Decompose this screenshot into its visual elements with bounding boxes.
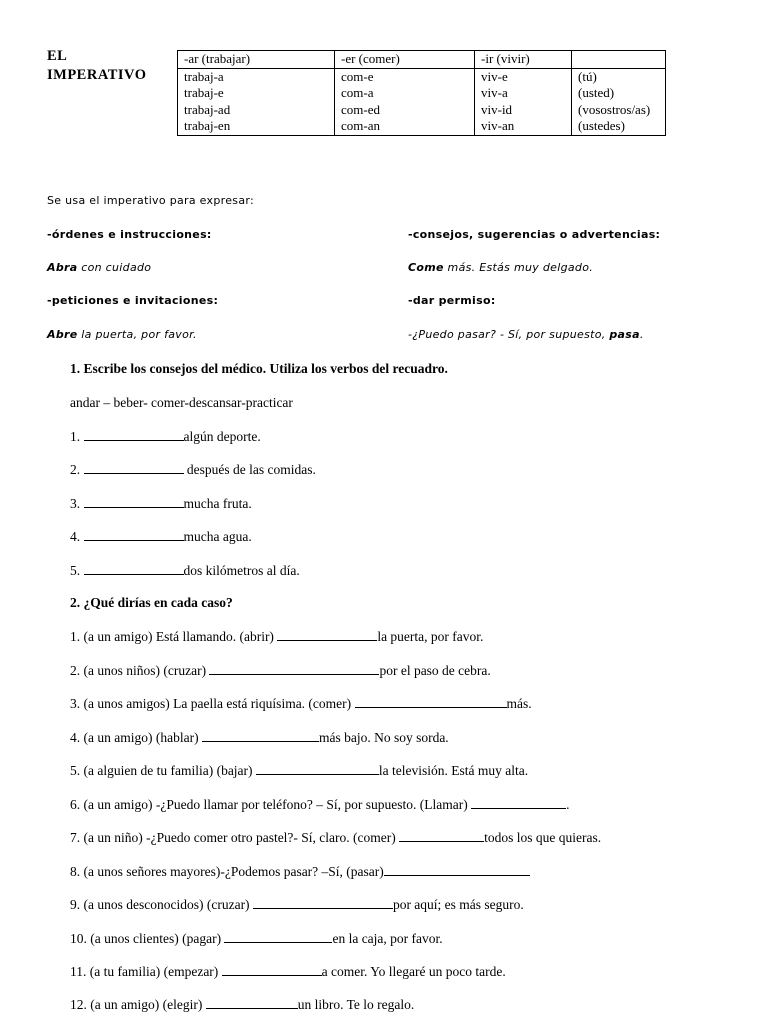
cell-pronoun bbox=[572, 68, 666, 135]
exercise-1-verbs: andar – beber- comer-descansar-practicar bbox=[70, 395, 293, 410]
ex1-item-number: 2. bbox=[70, 462, 81, 477]
exercise-1-heading: 1. Escribe los consejos del médico. Utiliza los verbos del recuadro. bbox=[70, 361, 448, 376]
answer-blank[interactable] bbox=[253, 896, 393, 909]
intro-text: Se usa el imperativo para expresar: bbox=[47, 194, 255, 207]
ex2-item-prompt: 11. (a tu familia) (empezar) bbox=[70, 964, 222, 979]
consejos-example bbox=[408, 261, 593, 274]
exercise-2-heading: 2. ¿Qué dirías en cada caso? bbox=[70, 595, 233, 610]
ex2-item-rest: más bajo. No soy sorda. bbox=[318, 730, 449, 745]
ex2-item-rest: por aquí; es más seguro. bbox=[392, 897, 524, 912]
consejos-heading: -consejos, sugerencias o advertencias: bbox=[408, 228, 661, 241]
peticiones-example bbox=[47, 328, 197, 341]
ex2-item bbox=[70, 996, 414, 1013]
permiso-example bbox=[408, 328, 644, 341]
ex2-item bbox=[70, 963, 506, 980]
ex2-item-rest: un libro. Te lo regalo. bbox=[297, 997, 415, 1012]
ex2-item-rest: la puerta, por favor. bbox=[377, 629, 484, 644]
ex1-item bbox=[70, 461, 316, 478]
ordenes-example-verb: Abra bbox=[47, 261, 78, 274]
ex1-item-number: 1. bbox=[70, 429, 81, 444]
ex2-item bbox=[70, 662, 491, 679]
ex1-item-number: 3. bbox=[70, 496, 81, 511]
peticiones-example-verb: Abre bbox=[47, 328, 78, 341]
ex2-item-prompt: 2. (a unos niños) (cruzar) bbox=[70, 663, 210, 678]
ex1-item-number: 4. bbox=[70, 529, 81, 544]
ex2-item bbox=[70, 930, 443, 947]
ex2-item-prompt: 1. (a un amigo) Está llamando. (abrir) bbox=[70, 629, 278, 644]
permiso-heading: -dar permiso: bbox=[408, 294, 496, 307]
ex2-item-rest: . bbox=[566, 797, 570, 812]
page-title bbox=[47, 47, 147, 85]
ex1-item-text: algún deporte. bbox=[183, 429, 261, 444]
conjugation-table bbox=[177, 50, 666, 136]
peticiones-example-rest: la puerta, por favor. bbox=[77, 328, 197, 341]
ex2-item-rest: más. bbox=[506, 696, 532, 711]
ex2-item-prompt: 5. (a alguien de tu familia) (bajar) bbox=[70, 763, 256, 778]
ex2-item-prompt: 12. (a un amigo) (elegir) bbox=[70, 997, 206, 1012]
ex2-item-rest: la televisión. Está muy alta. bbox=[378, 763, 529, 778]
answer-blank[interactable] bbox=[399, 829, 484, 842]
ex2-item-rest: a comer. Yo llegaré un poco tarde. bbox=[321, 964, 506, 979]
answer-blank[interactable] bbox=[84, 461, 184, 474]
ex2-item-rest: todos los que quieras. bbox=[484, 830, 602, 845]
cell-er bbox=[335, 68, 475, 135]
answer-blank[interactable] bbox=[84, 562, 184, 575]
title-line-2: IMPERATIVO bbox=[47, 67, 147, 83]
ex2-item-prompt: 10. (a unos clientes) (pagar) bbox=[70, 931, 225, 946]
ex2-item-prompt: 3. (a unos amigos) La paella está riquísima. (comer) bbox=[70, 696, 355, 711]
header-ar: -ar (trabajar) bbox=[178, 51, 335, 69]
ex1-item bbox=[70, 562, 300, 579]
ex2-item bbox=[70, 695, 532, 712]
permiso-example-pre: -¿Puedo pasar? - Sí, por supuesto, bbox=[408, 328, 610, 341]
ex2-item bbox=[70, 762, 528, 779]
ex1-item-text: después de las comidas. bbox=[183, 462, 316, 477]
ex1-item bbox=[70, 495, 252, 512]
title-line-1: EL bbox=[47, 48, 68, 64]
answer-blank[interactable] bbox=[202, 729, 319, 742]
answer-blank[interactable] bbox=[224, 930, 332, 943]
header-ir: -ir (vivir) bbox=[475, 51, 572, 69]
answer-blank[interactable] bbox=[277, 628, 377, 641]
ex1-item bbox=[70, 528, 252, 545]
answer-blank[interactable] bbox=[471, 796, 566, 809]
header-er: -er (comer) bbox=[335, 51, 475, 69]
cell-ar-text: trabaj-a trabaj-e trabaj-ad trabaj-en bbox=[184, 68, 231, 133]
ordenes-example bbox=[47, 261, 151, 274]
cell-ir bbox=[475, 68, 572, 135]
ex2-item bbox=[70, 796, 570, 813]
ex2-item bbox=[70, 863, 530, 880]
ordenes-example-rest: con cuidado bbox=[77, 261, 152, 274]
ex2-item bbox=[70, 729, 449, 746]
ex1-item-text: mucha fruta. bbox=[183, 496, 252, 511]
header-pronoun bbox=[572, 51, 666, 69]
answer-blank[interactable] bbox=[355, 695, 507, 708]
cell-ar bbox=[178, 68, 335, 135]
peticiones-heading: -peticiones e invitaciones: bbox=[47, 294, 219, 307]
ex2-item-prompt: 6. (a un amigo) -¿Puedo llamar por teléfono? – Sí, por supuesto. (Llamar) bbox=[70, 797, 472, 812]
answer-blank[interactable] bbox=[84, 495, 184, 508]
answer-blank[interactable] bbox=[209, 662, 379, 675]
ex2-item-rest: por el paso de cebra. bbox=[379, 663, 491, 678]
answer-blank[interactable] bbox=[256, 762, 379, 775]
consejos-example-verb: Come bbox=[408, 261, 444, 274]
ordenes-heading: -órdenes e instrucciones: bbox=[47, 228, 212, 241]
ex1-item-text: mucha agua. bbox=[183, 529, 252, 544]
ex1-item-number: 5. bbox=[70, 563, 81, 578]
ex2-item-prompt: 9. (a unos desconocidos) (cruzar) bbox=[70, 897, 253, 912]
answer-blank[interactable] bbox=[206, 996, 298, 1009]
ex2-item-prompt: 8. (a unos señores mayores)-¿Podemos pasar? –Sí, (pasar) bbox=[70, 864, 384, 879]
cell-er-text: com-e com-a com-ed com-an bbox=[341, 68, 380, 133]
cell-pronoun-text: (tú) (usted) (vosostros/as) (ustedes) bbox=[578, 68, 651, 133]
answer-blank[interactable] bbox=[84, 528, 184, 541]
answer-blank[interactable] bbox=[384, 863, 530, 876]
permiso-example-post: . bbox=[639, 328, 644, 341]
permiso-example-verb: pasa bbox=[609, 328, 640, 341]
ex2-item bbox=[70, 829, 601, 846]
cell-ir-text: viv-e viv-a viv-id viv-an bbox=[481, 68, 515, 133]
ex1-item-text: dos kilómetros al día. bbox=[183, 563, 300, 578]
ex2-item-rest: en la caja, por favor. bbox=[332, 931, 443, 946]
ex2-item-prompt: 4. (a un amigo) (hablar) bbox=[70, 730, 202, 745]
answer-blank[interactable] bbox=[84, 428, 184, 441]
answer-blank[interactable] bbox=[222, 963, 322, 976]
ex1-item bbox=[70, 428, 261, 445]
ex2-item bbox=[70, 896, 524, 913]
ex2-item-prompt: 7. (a un niño) -¿Puedo comer otro pastel?- Sí, claro. (comer) bbox=[70, 830, 400, 845]
consejos-example-rest: más. Estás muy delgado. bbox=[443, 261, 594, 274]
ex2-item bbox=[70, 628, 483, 645]
